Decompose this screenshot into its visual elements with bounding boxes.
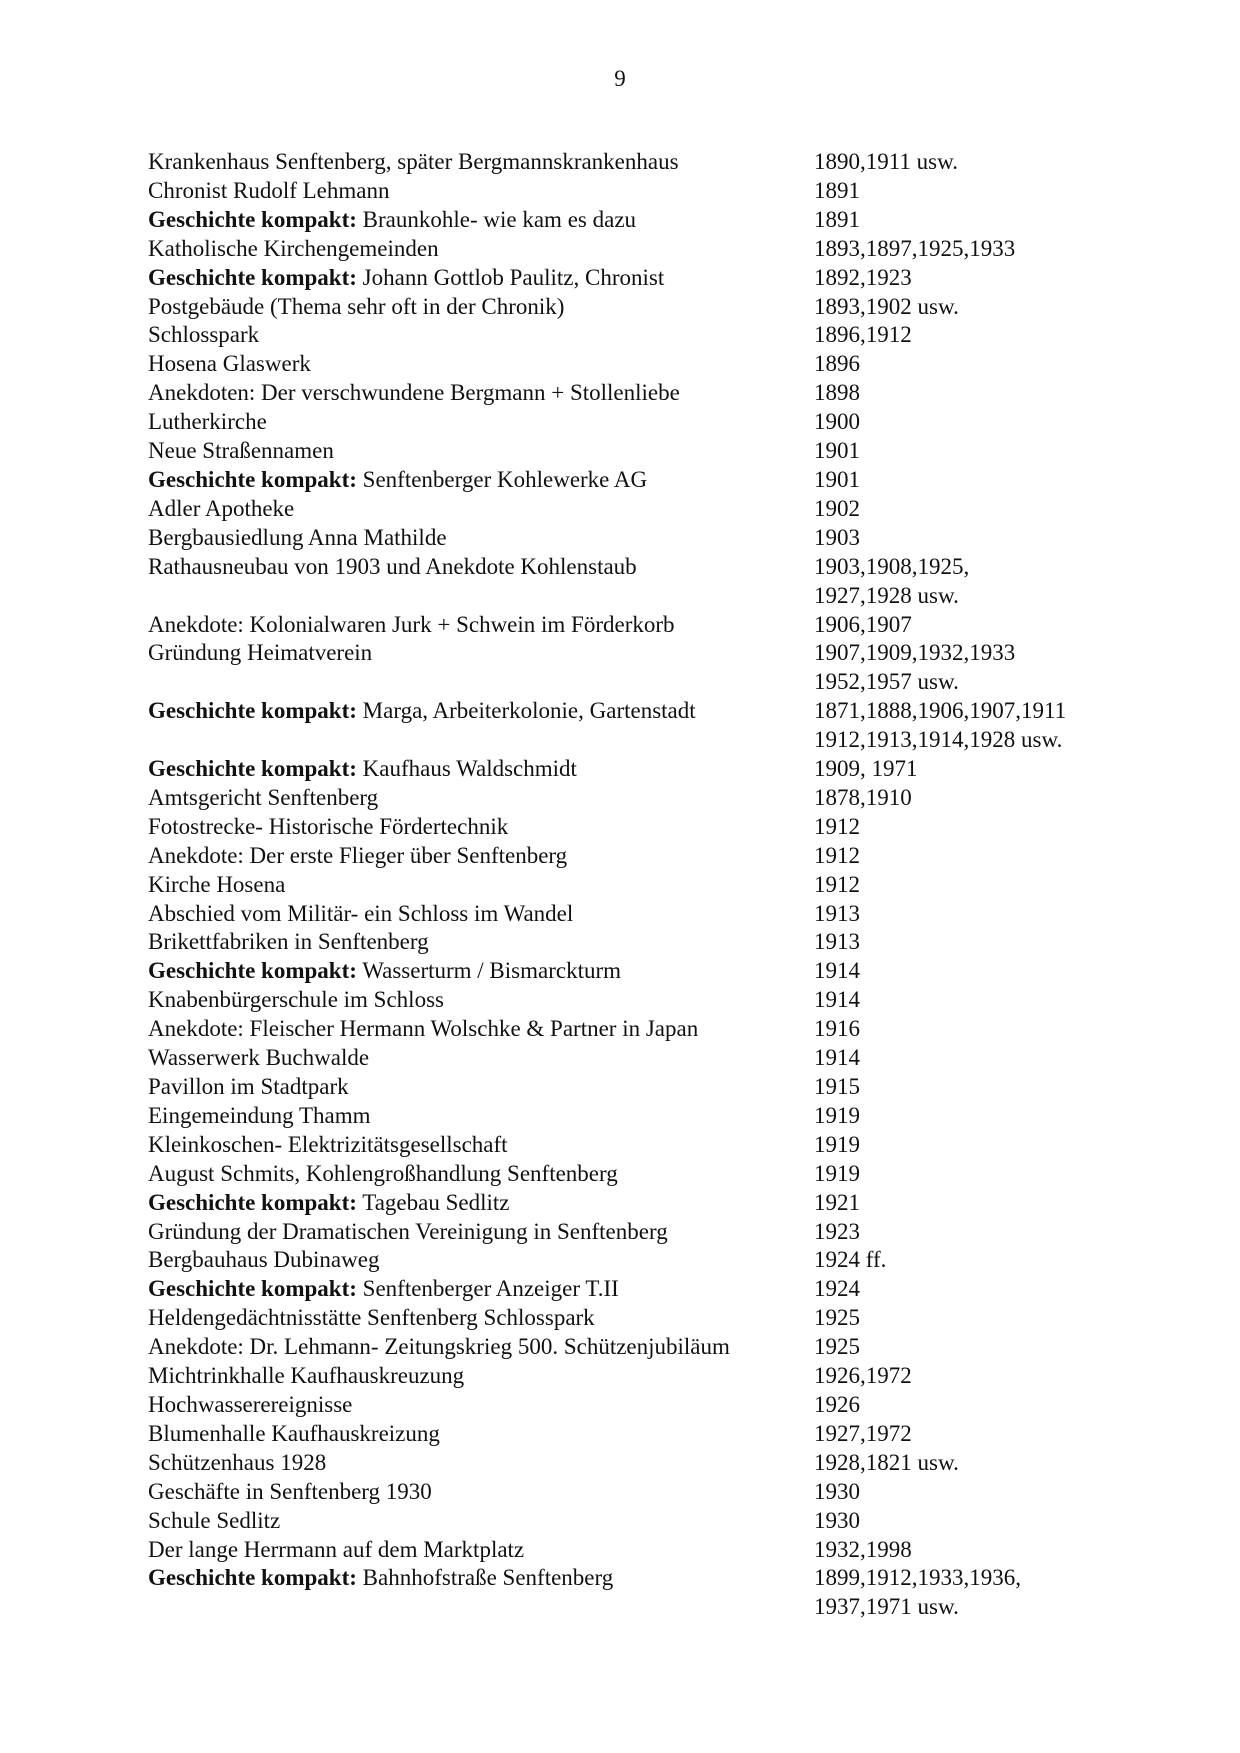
years-cell [814, 379, 1128, 408]
years-line: 1926,1972 [814, 1363, 912, 1389]
topic-cell [148, 842, 814, 871]
topic-cell [148, 206, 814, 235]
years-line: 1893,1902 usw. [814, 293, 959, 319]
index-row [148, 1189, 1128, 1218]
index-list [148, 148, 1128, 1622]
topic-text: Adler Apotheke [148, 495, 295, 521]
years-line: 1927,1928 usw. [814, 582, 959, 608]
years-line: 1923 [814, 1218, 860, 1244]
topic-cell [148, 986, 814, 1015]
index-row [148, 321, 1128, 350]
years-line: 1903 [814, 524, 860, 550]
years-line: 1901 [814, 438, 860, 464]
years-line: 1919 [814, 1131, 860, 1157]
index-row [148, 813, 1128, 842]
years-cell [814, 1189, 1128, 1218]
years-line: 1932,1998 [814, 1536, 912, 1562]
years-cell [814, 321, 1128, 350]
years-cell [814, 1449, 1128, 1478]
index-row [148, 1218, 1128, 1247]
years-cell [814, 1478, 1128, 1507]
topic-prefix: Geschichte kompakt: [148, 264, 357, 290]
years-cell [814, 1218, 1128, 1247]
years-cell [814, 639, 1128, 697]
topic-cell [148, 784, 814, 813]
topic-text: Michtrinkhalle Kaufhauskreuzung [148, 1363, 465, 1389]
years-line: 1914 [814, 1045, 860, 1071]
index-row [148, 293, 1128, 322]
topic-text: Brikettfabriken in Senftenberg [148, 929, 429, 955]
years-line: 1907,1909,1932,1933 [814, 640, 1016, 666]
topic-text: Bergbauhaus Dubinaweg [148, 1247, 380, 1273]
index-row [148, 408, 1128, 437]
years-line: 1903,1908,1925, [814, 553, 970, 579]
topic-cell [148, 1478, 814, 1507]
topic-cell [148, 553, 814, 582]
years-cell [814, 871, 1128, 900]
topic-cell [148, 1073, 814, 1102]
topic-text: Hochwasserereignisse [148, 1391, 353, 1417]
years-cell [814, 1131, 1128, 1160]
years-line: 1928,1821 usw. [814, 1449, 959, 1475]
index-row [148, 871, 1128, 900]
topic-cell [148, 1391, 814, 1420]
index-row [148, 1131, 1128, 1160]
years-cell [814, 495, 1128, 524]
index-row [148, 1536, 1128, 1565]
topic-cell [148, 350, 814, 379]
topic-text: Neue Straßennamen [148, 438, 334, 464]
topic-cell [148, 1564, 814, 1593]
years-cell [814, 813, 1128, 842]
years-cell [814, 553, 1128, 611]
years-line: 1871,1888,1906,1907,1911 [814, 698, 1067, 724]
years-cell [814, 1507, 1128, 1536]
years-cell [814, 1391, 1128, 1420]
topic-cell [148, 1102, 814, 1131]
topic-cell [148, 1304, 814, 1333]
topic-text: Kirche Hosena [148, 871, 286, 897]
index-row [148, 1478, 1128, 1507]
index-row [148, 1246, 1128, 1275]
index-row [148, 1362, 1128, 1391]
topic-text: Geschäfte in Senftenberg 1930 [148, 1478, 432, 1504]
topic-cell [148, 900, 814, 929]
years-line: 1937,1971 usw. [814, 1594, 959, 1620]
index-row [148, 1391, 1128, 1420]
topic-text: Johann Gottlob Paulitz, Chronist [356, 264, 665, 290]
topic-text: Abschied vom Militär- ein Schloss im Wandel [148, 900, 574, 926]
years-cell [814, 1304, 1128, 1333]
years-cell [814, 1246, 1128, 1275]
years-line: 1925 [814, 1334, 860, 1360]
years-line: 1916 [814, 1016, 860, 1042]
index-row [148, 553, 1128, 611]
topic-text: Amtsgericht Senftenberg [148, 784, 379, 810]
topic-text: Schule Sedlitz [148, 1507, 281, 1533]
years-line: 1927,1972 [814, 1420, 912, 1446]
topic-cell [148, 293, 814, 322]
years-line: 1921 [814, 1189, 860, 1215]
years-line: 1906,1907 [814, 611, 912, 637]
index-row [148, 495, 1128, 524]
years-cell [814, 957, 1128, 986]
years-line: 1912 [814, 842, 860, 868]
years-line: 1915 [814, 1074, 860, 1099]
topic-cell [148, 321, 814, 350]
topic-cell [148, 1420, 814, 1449]
years-line: 1912 [814, 813, 860, 839]
topic-text: Schlosspark [148, 322, 260, 348]
topic-cell [148, 1218, 814, 1247]
years-line: 1913 [814, 900, 860, 926]
topic-cell [148, 524, 814, 553]
topic-text: Knabenbürgerschule im Schloss [148, 987, 444, 1013]
years-line: 1952,1957 usw. [814, 669, 959, 695]
index-row [148, 1275, 1128, 1304]
index-row [148, 697, 1128, 755]
topic-cell [148, 1131, 814, 1160]
index-row [148, 1044, 1128, 1073]
topic-cell [148, 957, 814, 986]
topic-text: Wasserwerk Buchwalde [148, 1045, 370, 1071]
topic-text: Bergbausiedlung Anna Mathilde [148, 524, 447, 550]
years-cell [814, 437, 1128, 466]
index-row [148, 437, 1128, 466]
index-row [148, 1073, 1128, 1102]
years-cell [814, 524, 1128, 553]
years-cell [814, 1073, 1128, 1102]
topic-cell [148, 495, 814, 524]
topic-text: Bahnhofstraße Senftenberg [356, 1565, 614, 1591]
topic-cell [148, 928, 814, 957]
topic-cell [148, 264, 814, 293]
years-cell [814, 148, 1128, 177]
years-cell [814, 611, 1128, 640]
topic-prefix: Geschichte kompakt: [148, 206, 357, 232]
topic-text: Braunkohle- wie kam es dazu [356, 206, 637, 232]
years-cell [814, 1275, 1128, 1304]
years-line: 1890,1911 usw. [814, 149, 958, 174]
years-cell [814, 697, 1128, 755]
index-row [148, 611, 1128, 640]
index-row [148, 466, 1128, 495]
topic-cell [148, 813, 814, 842]
years-cell [814, 784, 1128, 813]
index-row [148, 755, 1128, 784]
topic-cell [148, 1160, 814, 1189]
years-line: 1898 [814, 380, 860, 406]
years-line: 1925 [814, 1305, 860, 1331]
index-row [148, 928, 1128, 957]
years-cell [814, 986, 1128, 1015]
index-row [148, 1304, 1128, 1333]
years-line: 1891 [814, 177, 860, 203]
topic-cell [148, 235, 814, 264]
topic-cell [148, 611, 814, 640]
topic-cell [148, 697, 814, 726]
topic-cell [148, 379, 814, 408]
topic-text: Pavillon im Stadtpark [148, 1074, 349, 1099]
years-cell [814, 900, 1128, 929]
topic-cell [148, 1536, 814, 1565]
years-line: 1919 [814, 1160, 860, 1186]
topic-prefix: Geschichte kompakt: [148, 958, 357, 984]
topic-cell [148, 1044, 814, 1073]
years-cell [814, 755, 1128, 784]
index-row [148, 379, 1128, 408]
index-row [148, 842, 1128, 871]
index-row [148, 1102, 1128, 1131]
years-cell [814, 1044, 1128, 1073]
topic-prefix: Geschichte kompakt: [148, 466, 357, 492]
years-line: 1892,1923 [814, 264, 912, 290]
years-line: 1901 [814, 466, 860, 492]
topic-text: Anekdote: Dr. Lehmann- Zeitungskrieg 500. Schützenjubiläum [148, 1334, 730, 1360]
topic-cell [148, 437, 814, 466]
years-cell [814, 293, 1128, 322]
topic-cell [148, 755, 814, 784]
topic-prefix: Geschichte kompakt: [148, 756, 357, 782]
index-row [148, 639, 1128, 697]
topic-text: Lutherkirche [148, 409, 267, 435]
topic-cell [148, 1015, 814, 1044]
years-cell [814, 842, 1128, 871]
index-row [148, 177, 1128, 206]
years-line: 1891 [814, 206, 860, 232]
index-row [148, 986, 1128, 1015]
topic-text: August Schmits, Kohlengroßhandlung Senftenberg [148, 1160, 618, 1186]
topic-text: Postgebäude (Thema sehr oft in der Chronik) [148, 293, 565, 319]
index-row [148, 206, 1128, 235]
years-cell [814, 1015, 1128, 1044]
topic-cell [148, 639, 814, 668]
topic-cell [148, 1275, 814, 1304]
topic-text: Gründung der Dramatischen Vereinigung in Senftenberg [148, 1218, 668, 1244]
topic-text: Katholische Kirchengemeinden [148, 235, 439, 261]
index-row [148, 1449, 1128, 1478]
years-line: 1878,1910 [814, 784, 912, 810]
years-cell [814, 1564, 1128, 1622]
years-line: 1926 [814, 1391, 860, 1417]
topic-cell [148, 148, 814, 177]
topic-text: Chronist Rudolf Lehmann [148, 177, 390, 203]
years-line: 1924 ff. [814, 1247, 887, 1273]
years-cell [814, 1536, 1128, 1565]
years-cell [814, 1333, 1128, 1362]
years-line: 1900 [814, 409, 860, 435]
years-line: 1899,1912,1933,1936, [814, 1565, 1021, 1591]
index-row [148, 957, 1128, 986]
index-row [148, 264, 1128, 293]
topic-text: Kleinkoschen- Elektrizitätsgesellschaft [148, 1131, 508, 1157]
index-row [148, 1333, 1128, 1362]
years-line: 1913 [814, 929, 860, 955]
topic-prefix: Geschichte kompakt: [148, 1276, 357, 1302]
index-row [148, 350, 1128, 379]
topic-text: Fotostrecke- Historische Fördertechnik [148, 813, 509, 839]
index-row [148, 148, 1128, 177]
years-cell [814, 235, 1128, 264]
index-row [148, 1015, 1128, 1044]
topic-text: Marga, Arbeiterkolonie, Gartenstadt [356, 698, 696, 724]
years-cell [814, 1362, 1128, 1391]
years-line: 1924 [814, 1276, 860, 1302]
topic-text: Eingemeindung Thamm [148, 1102, 371, 1128]
topic-text: Senftenberger Anzeiger T.II [356, 1276, 619, 1302]
topic-text: Anekdoten: Der verschwundene Bergmann + Stollenliebe [148, 380, 680, 406]
years-cell [814, 466, 1128, 495]
topic-text: Hosena Glaswerk [148, 351, 311, 377]
topic-text: Schützenhaus 1928 [148, 1449, 327, 1475]
years-line: 1930 [814, 1478, 860, 1504]
index-row [148, 1160, 1128, 1189]
years-cell [814, 1420, 1128, 1449]
topic-text: Blumenhalle Kaufhauskreizung [148, 1420, 440, 1446]
years-cell [814, 206, 1128, 235]
topic-text: Wasserturm / Bismarckturm [356, 958, 622, 984]
topic-cell [148, 1362, 814, 1391]
topic-text: Anekdote: Kolonialwaren Jurk + Schwein im Förderkorb [148, 611, 675, 637]
topic-cell [148, 1507, 814, 1536]
topic-text: Der lange Herrmann auf dem Marktplatz [148, 1536, 525, 1562]
years-line: 1919 [814, 1102, 860, 1128]
years-line: 1909, 1971 [814, 756, 918, 782]
topic-text: Senftenberger Kohlewerke AG [356, 466, 648, 492]
page-number: 9 [614, 66, 626, 91]
index-row [148, 900, 1128, 929]
topic-cell [148, 1246, 814, 1275]
topic-text: Gründung Heimatverein [148, 640, 373, 666]
years-cell [814, 1102, 1128, 1131]
topic-cell [148, 408, 814, 437]
topic-prefix: Geschichte kompakt: [148, 698, 357, 724]
index-row [148, 235, 1128, 264]
index-row [148, 1420, 1128, 1449]
topic-prefix: Geschichte kompakt: [148, 1565, 357, 1591]
topic-cell [148, 1333, 814, 1362]
topic-text: Kaufhaus Waldschmidt [356, 756, 577, 782]
topic-text: Rathausneubau von 1903 und Anekdote Kohlenstaub [148, 553, 637, 579]
topic-prefix: Geschichte kompakt: [148, 1189, 357, 1215]
topic-cell [148, 1189, 814, 1218]
years-cell [814, 264, 1128, 293]
index-row [148, 784, 1128, 813]
years-line: 1896 [814, 351, 860, 377]
index-row [148, 524, 1128, 553]
years-line: 1896,1912 [814, 322, 912, 348]
years-cell [814, 928, 1128, 957]
years-line: 1902 [814, 495, 860, 521]
topic-cell [148, 1449, 814, 1478]
years-cell [814, 1160, 1128, 1189]
years-cell [814, 350, 1128, 379]
years-line: 1930 [814, 1507, 860, 1533]
years-line: 1893,1897,1925,1933 [814, 235, 1016, 261]
index-row [148, 1507, 1128, 1536]
topic-text: Tagebau Sedlitz [356, 1189, 510, 1215]
years-cell [814, 177, 1128, 206]
years-line: 1914 [814, 958, 860, 984]
topic-text: Krankenhaus Senftenberg, später Bergmannskrankenhaus [148, 149, 679, 174]
years-cell [814, 408, 1128, 437]
index-row [148, 1564, 1128, 1622]
topic-text: Anekdote: Der erste Flieger über Senftenberg [148, 842, 568, 868]
topic-cell [148, 871, 814, 900]
topic-cell [148, 466, 814, 495]
years-line: 1912,1913,1914,1928 usw. [814, 727, 1063, 753]
years-line: 1912 [814, 871, 860, 897]
years-line: 1914 [814, 987, 860, 1013]
topic-cell [148, 177, 814, 206]
topic-text: Anekdote: Fleischer Hermann Wolschke & Partner in Japan [148, 1016, 699, 1042]
topic-text: Heldengedächtnisstätte Senftenberg Schlosspark [148, 1305, 595, 1331]
